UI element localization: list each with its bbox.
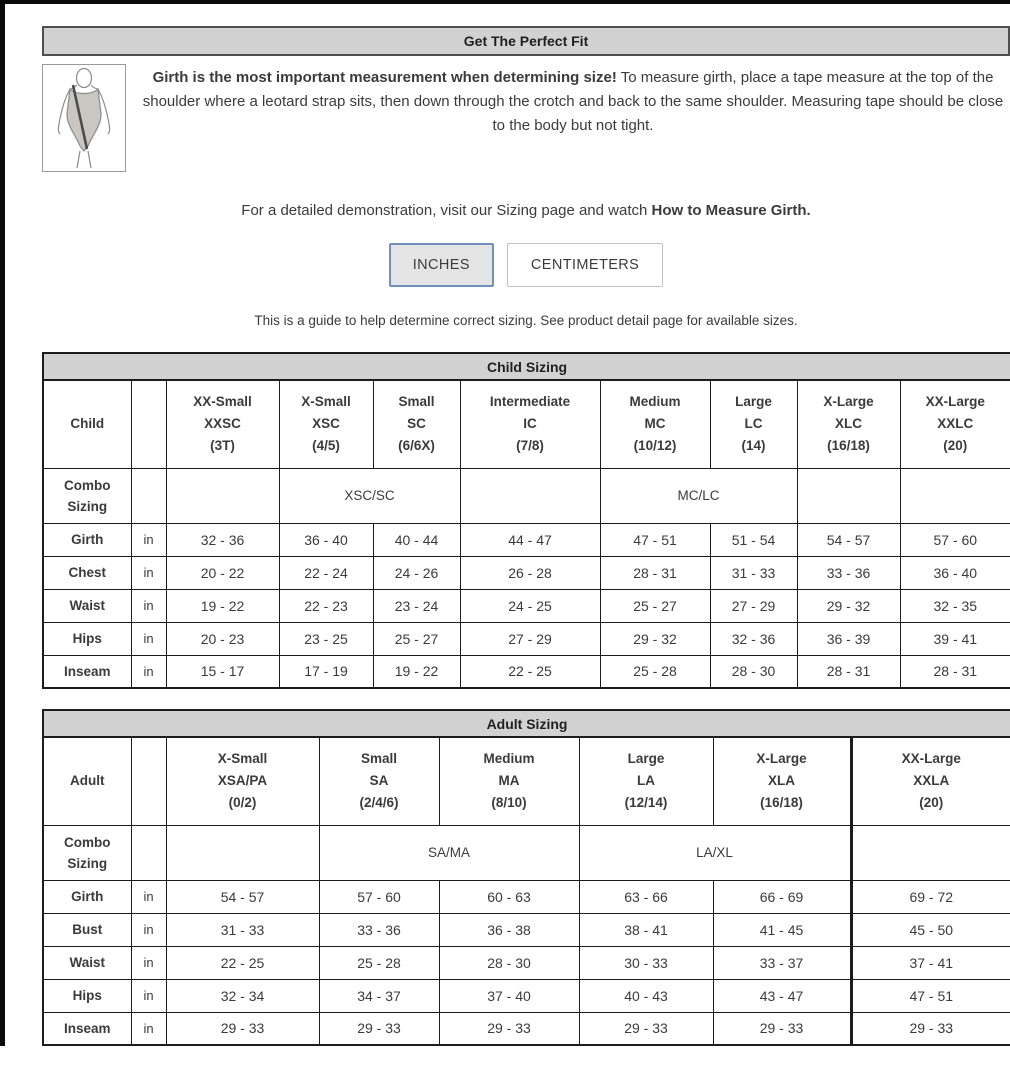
table-title: Child Sizing: [43, 353, 1010, 380]
measurement-value: 54 - 57: [166, 880, 319, 913]
measurement-value: 47 - 51: [600, 523, 710, 556]
measurement-value: 29 - 32: [600, 622, 710, 655]
size-column-header: X-Small XSC (4/5): [279, 380, 373, 468]
size-column-header: X-Small XSA/PA (0/2): [166, 737, 319, 825]
measurement-value: 20 - 22: [166, 556, 279, 589]
unit-cell: in: [131, 622, 166, 655]
size-column-header: Medium MA (8/10): [439, 737, 579, 825]
measurement-value: 63 - 66: [579, 880, 713, 913]
measurement-label: Hips: [43, 979, 131, 1012]
measurement-value: 45 - 50: [851, 913, 1010, 946]
measurement-value: 31 - 33: [166, 913, 319, 946]
measurement-value: 57 - 60: [319, 880, 439, 913]
measurement-value: 29 - 33: [851, 1012, 1010, 1045]
combo-cell: [166, 468, 279, 523]
measurement-value: 23 - 24: [373, 589, 460, 622]
measurement-value: 32 - 34: [166, 979, 319, 1012]
combo-cell: XSC/SC: [279, 468, 460, 523]
measurement-value: 36 - 39: [797, 622, 900, 655]
measurement-value: 28 - 30: [439, 946, 579, 979]
size-column-header: Small SC (6/6X): [373, 380, 460, 468]
measurement-value: 60 - 63: [439, 880, 579, 913]
measurement-value: 69 - 72: [851, 880, 1010, 913]
size-column-header: XX-Small XXSC (3T): [166, 380, 279, 468]
measurement-value: 33 - 36: [797, 556, 900, 589]
unit-header-cell: [131, 737, 166, 825]
size-column-header: X-Large XLC (16/18): [797, 380, 900, 468]
measurement-value: 29 - 33: [166, 1012, 319, 1045]
measurement-value: 23 - 25: [279, 622, 373, 655]
intro-section: [42, 64, 1010, 172]
demo-prefix-text: For a detailed demonstration, visit our Sizing page and watch: [241, 202, 652, 219]
unit-cell: [131, 468, 166, 523]
measurement-value: 25 - 28: [319, 946, 439, 979]
measurement-value: 41 - 45: [713, 913, 851, 946]
measurement-label: Inseam: [43, 655, 131, 688]
measurement-value: 32 - 35: [900, 589, 1010, 622]
measurement-label: Hips: [43, 622, 131, 655]
measurement-value: 34 - 37: [319, 979, 439, 1012]
measurement-label: Girth: [43, 880, 131, 913]
unit-cell: in: [131, 1012, 166, 1045]
measurement-value: 29 - 32: [797, 589, 900, 622]
combo-cell: [851, 825, 1010, 880]
measurement-value: 29 - 33: [713, 1012, 851, 1045]
measurement-value: 22 - 25: [460, 655, 600, 688]
row-group-label: Child: [43, 380, 131, 468]
measurement-value: 28 - 31: [600, 556, 710, 589]
row-group-label: Adult: [43, 737, 131, 825]
content-frame: [42, 26, 1010, 1046]
unit-cell: in: [131, 523, 166, 556]
combo-cell: SA/MA: [319, 825, 579, 880]
demo-line: [42, 202, 1010, 219]
unit-cell: [131, 825, 166, 880]
measurement-label: Inseam: [43, 1012, 131, 1045]
measurement-value: 28 - 31: [900, 655, 1010, 688]
measurement-value: 28 - 31: [797, 655, 900, 688]
size-column-header: XX-Large XXLC (20): [900, 380, 1010, 468]
size-column-header: Large LC (14): [710, 380, 797, 468]
guide-note: This is a guide to help determine correct sizing. See product detail page for available sizes.: [254, 313, 798, 328]
combo-cell: [460, 468, 600, 523]
sizing-tables: [42, 352, 1010, 1046]
measurement-value: 24 - 25: [460, 589, 600, 622]
measurement-value: 54 - 57: [797, 523, 900, 556]
adult-sizing-table: [42, 709, 1010, 1046]
combo-sizing-label: Combo Sizing: [43, 825, 131, 880]
intro-bold-text: Girth is the most important measurement when determining size!: [152, 69, 617, 86]
measurement-value: 36 - 38: [439, 913, 579, 946]
measurement-value: 24 - 26: [373, 556, 460, 589]
unit-cell: in: [131, 589, 166, 622]
size-column-header: Intermediate IC (7/8): [460, 380, 600, 468]
unit-cell: in: [131, 655, 166, 688]
measurement-value: 44 - 47: [460, 523, 600, 556]
unit-toggle: [42, 243, 1010, 287]
measurement-value: 22 - 24: [279, 556, 373, 589]
measurement-value: 38 - 41: [579, 913, 713, 946]
unit-cell: in: [131, 979, 166, 1012]
size-column-header: Large LA (12/14): [579, 737, 713, 825]
measurement-label: Waist: [43, 946, 131, 979]
measurement-value: 43 - 47: [713, 979, 851, 1012]
size-column-header: XX-Large XXLA (20): [851, 737, 1010, 825]
child-sizing-table: [42, 352, 1010, 689]
measurement-value: 25 - 27: [600, 589, 710, 622]
measurement-value: 25 - 28: [600, 655, 710, 688]
measurement-value: 66 - 69: [713, 880, 851, 913]
measurement-value: 31 - 33: [710, 556, 797, 589]
measurement-value: 40 - 43: [579, 979, 713, 1012]
demo-bold-text: How to Measure Girth.: [651, 202, 811, 219]
measurement-value: 19 - 22: [373, 655, 460, 688]
unit-cell: in: [131, 880, 166, 913]
combo-cell: [797, 468, 900, 523]
unit-header-cell: [131, 380, 166, 468]
combo-cell: LA/XL: [579, 825, 851, 880]
measurement-value: 15 - 17: [166, 655, 279, 688]
measurement-value: 19 - 22: [166, 589, 279, 622]
girth-measurement-diagram: [42, 64, 126, 172]
combo-cell: MC/LC: [600, 468, 797, 523]
measurement-value: 39 - 41: [900, 622, 1010, 655]
intro-paragraph: [136, 66, 1010, 172]
measurement-value: 29 - 33: [439, 1012, 579, 1045]
measurement-value: 33 - 36: [319, 913, 439, 946]
combo-cell: [166, 825, 319, 880]
measurement-value: 25 - 27: [373, 622, 460, 655]
unit-cell: in: [131, 946, 166, 979]
measurement-value: 36 - 40: [900, 556, 1010, 589]
measurement-value: 29 - 33: [319, 1012, 439, 1045]
measurement-value: 36 - 40: [279, 523, 373, 556]
leotard-figure-icon: [47, 68, 121, 168]
measurement-value: 40 - 44: [373, 523, 460, 556]
measurement-label: Girth: [43, 523, 131, 556]
measurement-value: 27 - 29: [710, 589, 797, 622]
measurement-value: 27 - 29: [460, 622, 600, 655]
size-column-header: Small SA (2/4/6): [319, 737, 439, 825]
measurement-value: 47 - 51: [851, 979, 1010, 1012]
measurement-value: 29 - 33: [579, 1012, 713, 1045]
inches-button[interactable]: INCHES: [389, 243, 494, 287]
measurement-label: Chest: [43, 556, 131, 589]
measurement-value: 17 - 19: [279, 655, 373, 688]
measurement-value: 37 - 41: [851, 946, 1010, 979]
measurement-value: 33 - 37: [713, 946, 851, 979]
table-title: Adult Sizing: [43, 710, 1010, 737]
measurement-value: 26 - 28: [460, 556, 600, 589]
size-column-header: X-Large XLA (16/18): [713, 737, 851, 825]
measurement-value: 20 - 23: [166, 622, 279, 655]
page-title: Get The Perfect Fit: [463, 33, 589, 49]
measurement-label: Bust: [43, 913, 131, 946]
measurement-value: 51 - 54: [710, 523, 797, 556]
measurement-value: 28 - 30: [710, 655, 797, 688]
combo-sizing-label: Combo Sizing: [43, 468, 131, 523]
centimeters-button[interactable]: CENTIMETERS: [507, 243, 663, 287]
unit-cell: in: [131, 556, 166, 589]
size-column-header: Medium MC (10/12): [600, 380, 710, 468]
intro-rest-text: To measure girth, place a tape measure at the top of the shoulder where a leotard strap sits, then down through the crotch and back to the same shoulder. Measuring tape should be close to the body but not tight.: [142, 69, 1004, 134]
combo-cell: [900, 468, 1010, 523]
measurement-value: 32 - 36: [710, 622, 797, 655]
measurement-value: 30 - 33: [579, 946, 713, 979]
measurement-value: 37 - 40: [439, 979, 579, 1012]
section-title-bar: [42, 26, 1010, 56]
measurement-label: Waist: [43, 589, 131, 622]
measurement-value: 22 - 23: [279, 589, 373, 622]
measurement-value: 57 - 60: [900, 523, 1010, 556]
unit-cell: in: [131, 913, 166, 946]
measurement-value: 32 - 36: [166, 523, 279, 556]
measurement-value: 22 - 25: [166, 946, 319, 979]
